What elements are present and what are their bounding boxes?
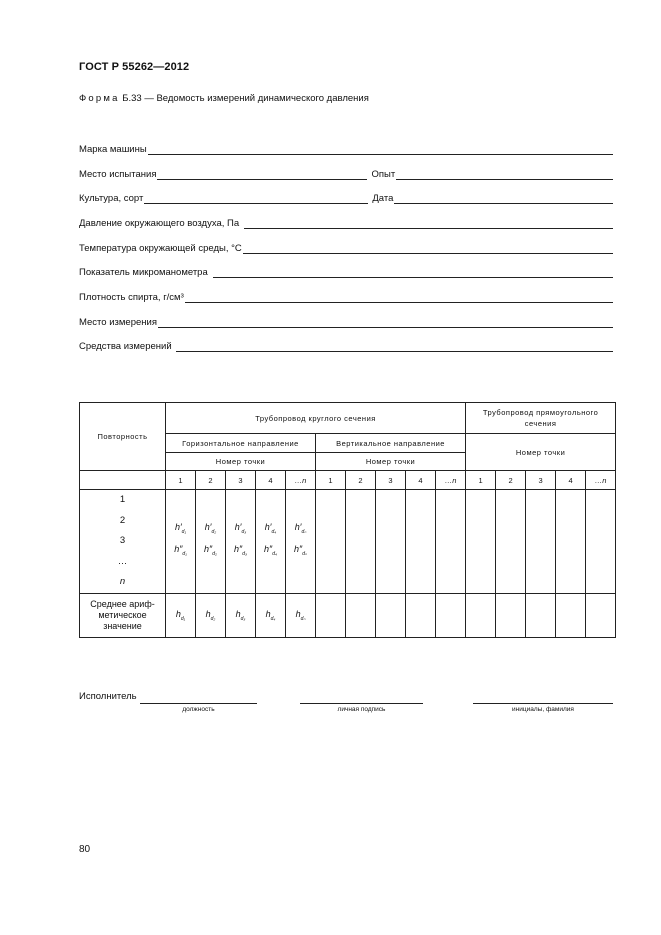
empty-cell <box>80 471 166 490</box>
field-label: Давление окружающего воздуха, Па <box>79 218 240 229</box>
column-number: 4 <box>256 471 286 490</box>
column-number: 2 <box>196 471 226 490</box>
repetition-values <box>80 490 166 594</box>
field-label: Место измерения <box>79 317 157 328</box>
page-number: 80 <box>79 844 91 855</box>
field-crop-variety <box>79 190 613 204</box>
field-label: Плотность спирта, г/см³ <box>79 292 184 303</box>
field-label: Дата <box>372 193 394 204</box>
h-cell <box>166 490 196 594</box>
field-label: Температура окружающей среды, °С <box>79 243 242 254</box>
h-subscript: d₄ <box>270 615 276 622</box>
h-subscript: d₃ <box>240 615 246 622</box>
fill-line[interactable] <box>176 340 613 352</box>
column-number: …n <box>436 471 466 490</box>
fill-line[interactable] <box>213 266 613 278</box>
initials-caption: инициалы, фамилия <box>512 706 574 713</box>
column-number: 3 <box>376 471 406 490</box>
form-title <box>79 93 369 104</box>
h-cell <box>226 490 256 594</box>
h-cell <box>286 490 316 594</box>
h-dprime-value: h″ <box>294 544 303 555</box>
column-number: 1 <box>316 471 346 490</box>
initials-line[interactable] <box>473 702 613 704</box>
field-measurement-place <box>79 314 613 328</box>
mean-cell <box>166 593 196 637</box>
empty-cell[interactable] <box>556 593 586 637</box>
mean-row <box>80 593 616 637</box>
field-alcohol-density <box>79 289 613 303</box>
h-subscript: d₁ <box>181 529 187 536</box>
field-label: Культура, сорт <box>79 193 144 204</box>
rect-pipe-header: Трубопровод прямоугольного сечения <box>466 403 616 434</box>
h-subscript: d₁ <box>182 551 187 558</box>
h-mean-value: h <box>205 608 211 619</box>
h-subscript: d₂ <box>211 529 217 536</box>
empty-cell[interactable] <box>406 593 436 637</box>
empty-cell[interactable] <box>406 490 436 594</box>
column-number: 4 <box>406 471 436 490</box>
empty-cell[interactable] <box>346 593 376 637</box>
mean-cell <box>226 593 256 637</box>
empty-cell[interactable] <box>526 490 556 594</box>
column-number: …n <box>286 471 316 490</box>
fill-line[interactable] <box>157 168 367 180</box>
document-header: ГОСТ Р 55262—2012 <box>79 61 190 73</box>
mean-cell <box>286 593 316 637</box>
executor-label: Исполнитель <box>79 691 137 702</box>
mean-label: Среднее ариф-метическое значение <box>80 593 166 637</box>
repetition-value: 3 <box>119 535 126 546</box>
round-pipe-header: Трубопровод круглого сечения <box>166 403 466 434</box>
field-label: Средства измерений <box>79 341 172 352</box>
h-cell <box>256 490 286 594</box>
empty-cell[interactable] <box>496 490 526 594</box>
h-subscript: dₙ <box>300 615 306 622</box>
h-subscript: dₙ <box>302 551 307 558</box>
h-prime-value: h′ <box>204 522 212 533</box>
h-subscript: d₃ <box>242 551 247 558</box>
mean-cell <box>196 593 226 637</box>
empty-cell[interactable] <box>316 490 346 594</box>
h-subscript: d₃ <box>241 529 247 536</box>
h-dprime-value: h″ <box>234 544 243 555</box>
column-number: 2 <box>346 471 376 490</box>
h-mean-value: h <box>295 608 301 619</box>
fill-line[interactable] <box>158 316 613 328</box>
column-number: 1 <box>166 471 196 490</box>
form-title-text: Б.33 — Ведомость измерений динамического давления <box>119 93 369 104</box>
h-dprime-value: h″ <box>264 544 273 555</box>
h-prime-value: h′ <box>264 522 272 533</box>
h-subscript: d₂ <box>210 615 216 622</box>
fill-line[interactable] <box>243 242 613 254</box>
data-row <box>80 490 616 594</box>
vertical-header: Вертикальное направление <box>316 434 466 453</box>
fill-line[interactable] <box>148 143 613 155</box>
fill-line[interactable] <box>144 192 368 204</box>
h-cell <box>196 490 226 594</box>
column-number: 3 <box>226 471 256 490</box>
h-subscript: d₄ <box>271 529 277 536</box>
vertical-point-number-header: Номер точки <box>316 453 466 471</box>
repetition-header: Повторность <box>80 403 166 471</box>
h-dprime-value: h″ <box>174 544 183 555</box>
empty-cell[interactable] <box>466 593 496 637</box>
field-ambient-pressure <box>79 215 613 229</box>
empty-cell[interactable] <box>346 490 376 594</box>
repetition-value: 1 <box>119 494 126 505</box>
fill-line[interactable] <box>396 168 613 180</box>
empty-cell[interactable] <box>586 593 616 637</box>
empty-cell[interactable] <box>496 593 526 637</box>
h-mean-value: h <box>175 608 181 619</box>
column-number-row <box>80 471 616 490</box>
field-micromanometer <box>79 264 613 278</box>
horizontal-header: Горизонтальное направление <box>166 434 316 453</box>
empty-cell[interactable] <box>316 593 346 637</box>
fill-line[interactable] <box>394 192 613 204</box>
position-line[interactable] <box>140 702 257 704</box>
repetition-value: n <box>119 576 126 587</box>
signature-line[interactable] <box>300 702 423 704</box>
fill-line[interactable] <box>244 217 613 229</box>
h-prime-value: h′ <box>294 522 302 533</box>
mean-cell <box>256 593 286 637</box>
column-number: 1 <box>466 471 496 490</box>
position-caption: должность <box>182 706 215 713</box>
column-number: …n <box>586 471 616 490</box>
empty-cell[interactable] <box>436 490 466 594</box>
empty-cell[interactable] <box>376 490 406 594</box>
repetition-value: … <box>117 555 128 567</box>
h-mean-value: h <box>265 608 271 619</box>
empty-cell[interactable] <box>586 490 616 594</box>
field-test-place <box>79 166 613 180</box>
horizontal-point-number-header: Номер точки <box>166 453 316 471</box>
empty-cell[interactable] <box>436 593 466 637</box>
rect-point-number-header: Номер точки <box>466 434 616 471</box>
empty-cell[interactable] <box>526 593 556 637</box>
fill-line[interactable] <box>185 291 613 303</box>
form-title-prefix: Форма <box>79 93 120 104</box>
field-label: Марка машины <box>79 144 147 155</box>
h-subscript: dₙ <box>301 529 307 536</box>
field-label: Показатель микроманометра <box>79 267 208 278</box>
h-prime-value: h′ <box>174 522 182 533</box>
field-label: Опыт <box>371 169 396 180</box>
column-number: 2 <box>496 471 526 490</box>
column-number: 4 <box>556 471 586 490</box>
h-subscript: d₄ <box>272 551 277 558</box>
signature-caption: личная подпись <box>337 706 386 713</box>
field-label: Место испытания <box>79 169 157 180</box>
field-measurement-means <box>79 338 613 352</box>
h-mean-value: h <box>235 608 241 619</box>
empty-cell[interactable] <box>556 490 586 594</box>
empty-cell[interactable] <box>376 593 406 637</box>
measurement-table <box>79 402 616 638</box>
h-prime-value: h′ <box>234 522 242 533</box>
field-machine-brand <box>79 141 613 155</box>
h-subscript: d₁ <box>180 615 186 622</box>
empty-cell[interactable] <box>466 490 496 594</box>
column-number: 3 <box>526 471 556 490</box>
field-ambient-temperature <box>79 240 613 254</box>
h-dprime-value: h″ <box>204 544 213 555</box>
h-subscript: d₂ <box>212 551 217 558</box>
repetition-value: 2 <box>119 514 126 526</box>
